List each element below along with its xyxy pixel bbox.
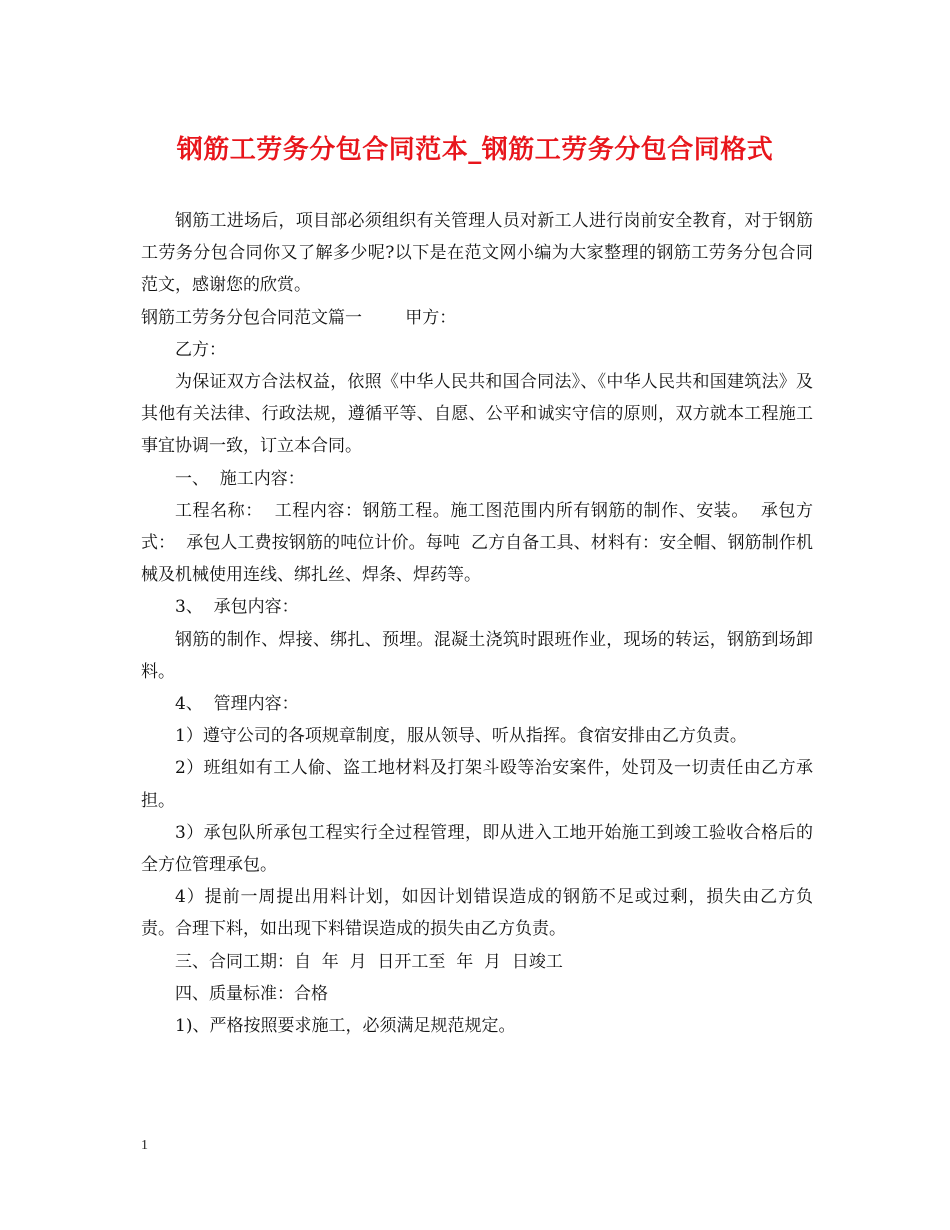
preamble-paragraph: 为保证双方合法权益，依照《中华人民共和国合同法》、《中华人民共和国建筑法》及其他有关法律、行政法规，遵循平等、自愿、公平和诚实守信的原则，双方就本工程施工事宜协调一致，订立本合同。 [141, 372, 813, 457]
contract-content-paragraph: 钢筋的制作、焊接、绑扎、预埋。混凝土浇筑时跟班作业，现场的转运，钢筋到场卸料。 [141, 629, 813, 682]
management-item-3: 3）承包队所承包工程实行全过程管理，即从进入工地开始施工到竣工验收合格后的全方位管理承包。 [141, 822, 813, 876]
management-item-1: 1）遵守公司的各项规章制度，服从领导、听从指挥。食宿安排由乙方负责。 [175, 726, 747, 747]
clause-heading-4: 4、 管理内容： [175, 694, 299, 715]
page-number: 1 [141, 1138, 148, 1153]
document-title: 钢筋工劳务分包合同范本_钢筋工劳务分包合同格式 [176, 135, 774, 165]
intro-paragraph: 钢筋工进场后，项目部必须组织有关管理人员对新工人进行岗前安全教育，对于钢筋工劳务分包合同你又了解多少呢?以下是在范文网小编为大家整理的钢筋工劳务分包合同范文，感谢您的欣赏。 [141, 211, 813, 296]
quality-item-1: 1)、严格按照要求施工，必须满足规范规定。 [175, 1016, 516, 1037]
contract-period-line: 三、合同工期：自 年 月 日开工至 年 月 日竣工 [175, 951, 563, 972]
section-heading-party-a: 钢筋工劳务分包合同范文篇一 甲方： [141, 307, 457, 328]
management-item-4: 4）提前一周提出用料计划，如因计划错误造成的钢筋不足或过剩，损失由乙方负责。合理下料，如出现下料错误造成的损失由乙方负责。 [141, 887, 813, 940]
management-item-2: 2）班组如有工人偷、盗工地材料及打架斗殴等治安案件，处罚及一切责任由乙方承担。 [141, 758, 813, 811]
project-details-paragraph: 工程名称： 工程内容：钢筋工程。施工图范围内所有钢筋的制作、安装。 承包方式： 承包人工费按钢筋的吨位计价。每吨 乙方自备工具、材料有：安全帽、钢筋制作机械及机械使用连线、绑扎丝、焊条、焊药等。 [141, 500, 813, 586]
document-body [141, 205, 813, 1042]
clause-heading-3: 3、 承包内容： [175, 597, 299, 618]
quality-standard-line: 四、质量标准：合格 [175, 983, 328, 1004]
clause-heading-1: 一、 施工内容： [175, 468, 305, 489]
party-b-line: 乙方： [175, 339, 226, 360]
